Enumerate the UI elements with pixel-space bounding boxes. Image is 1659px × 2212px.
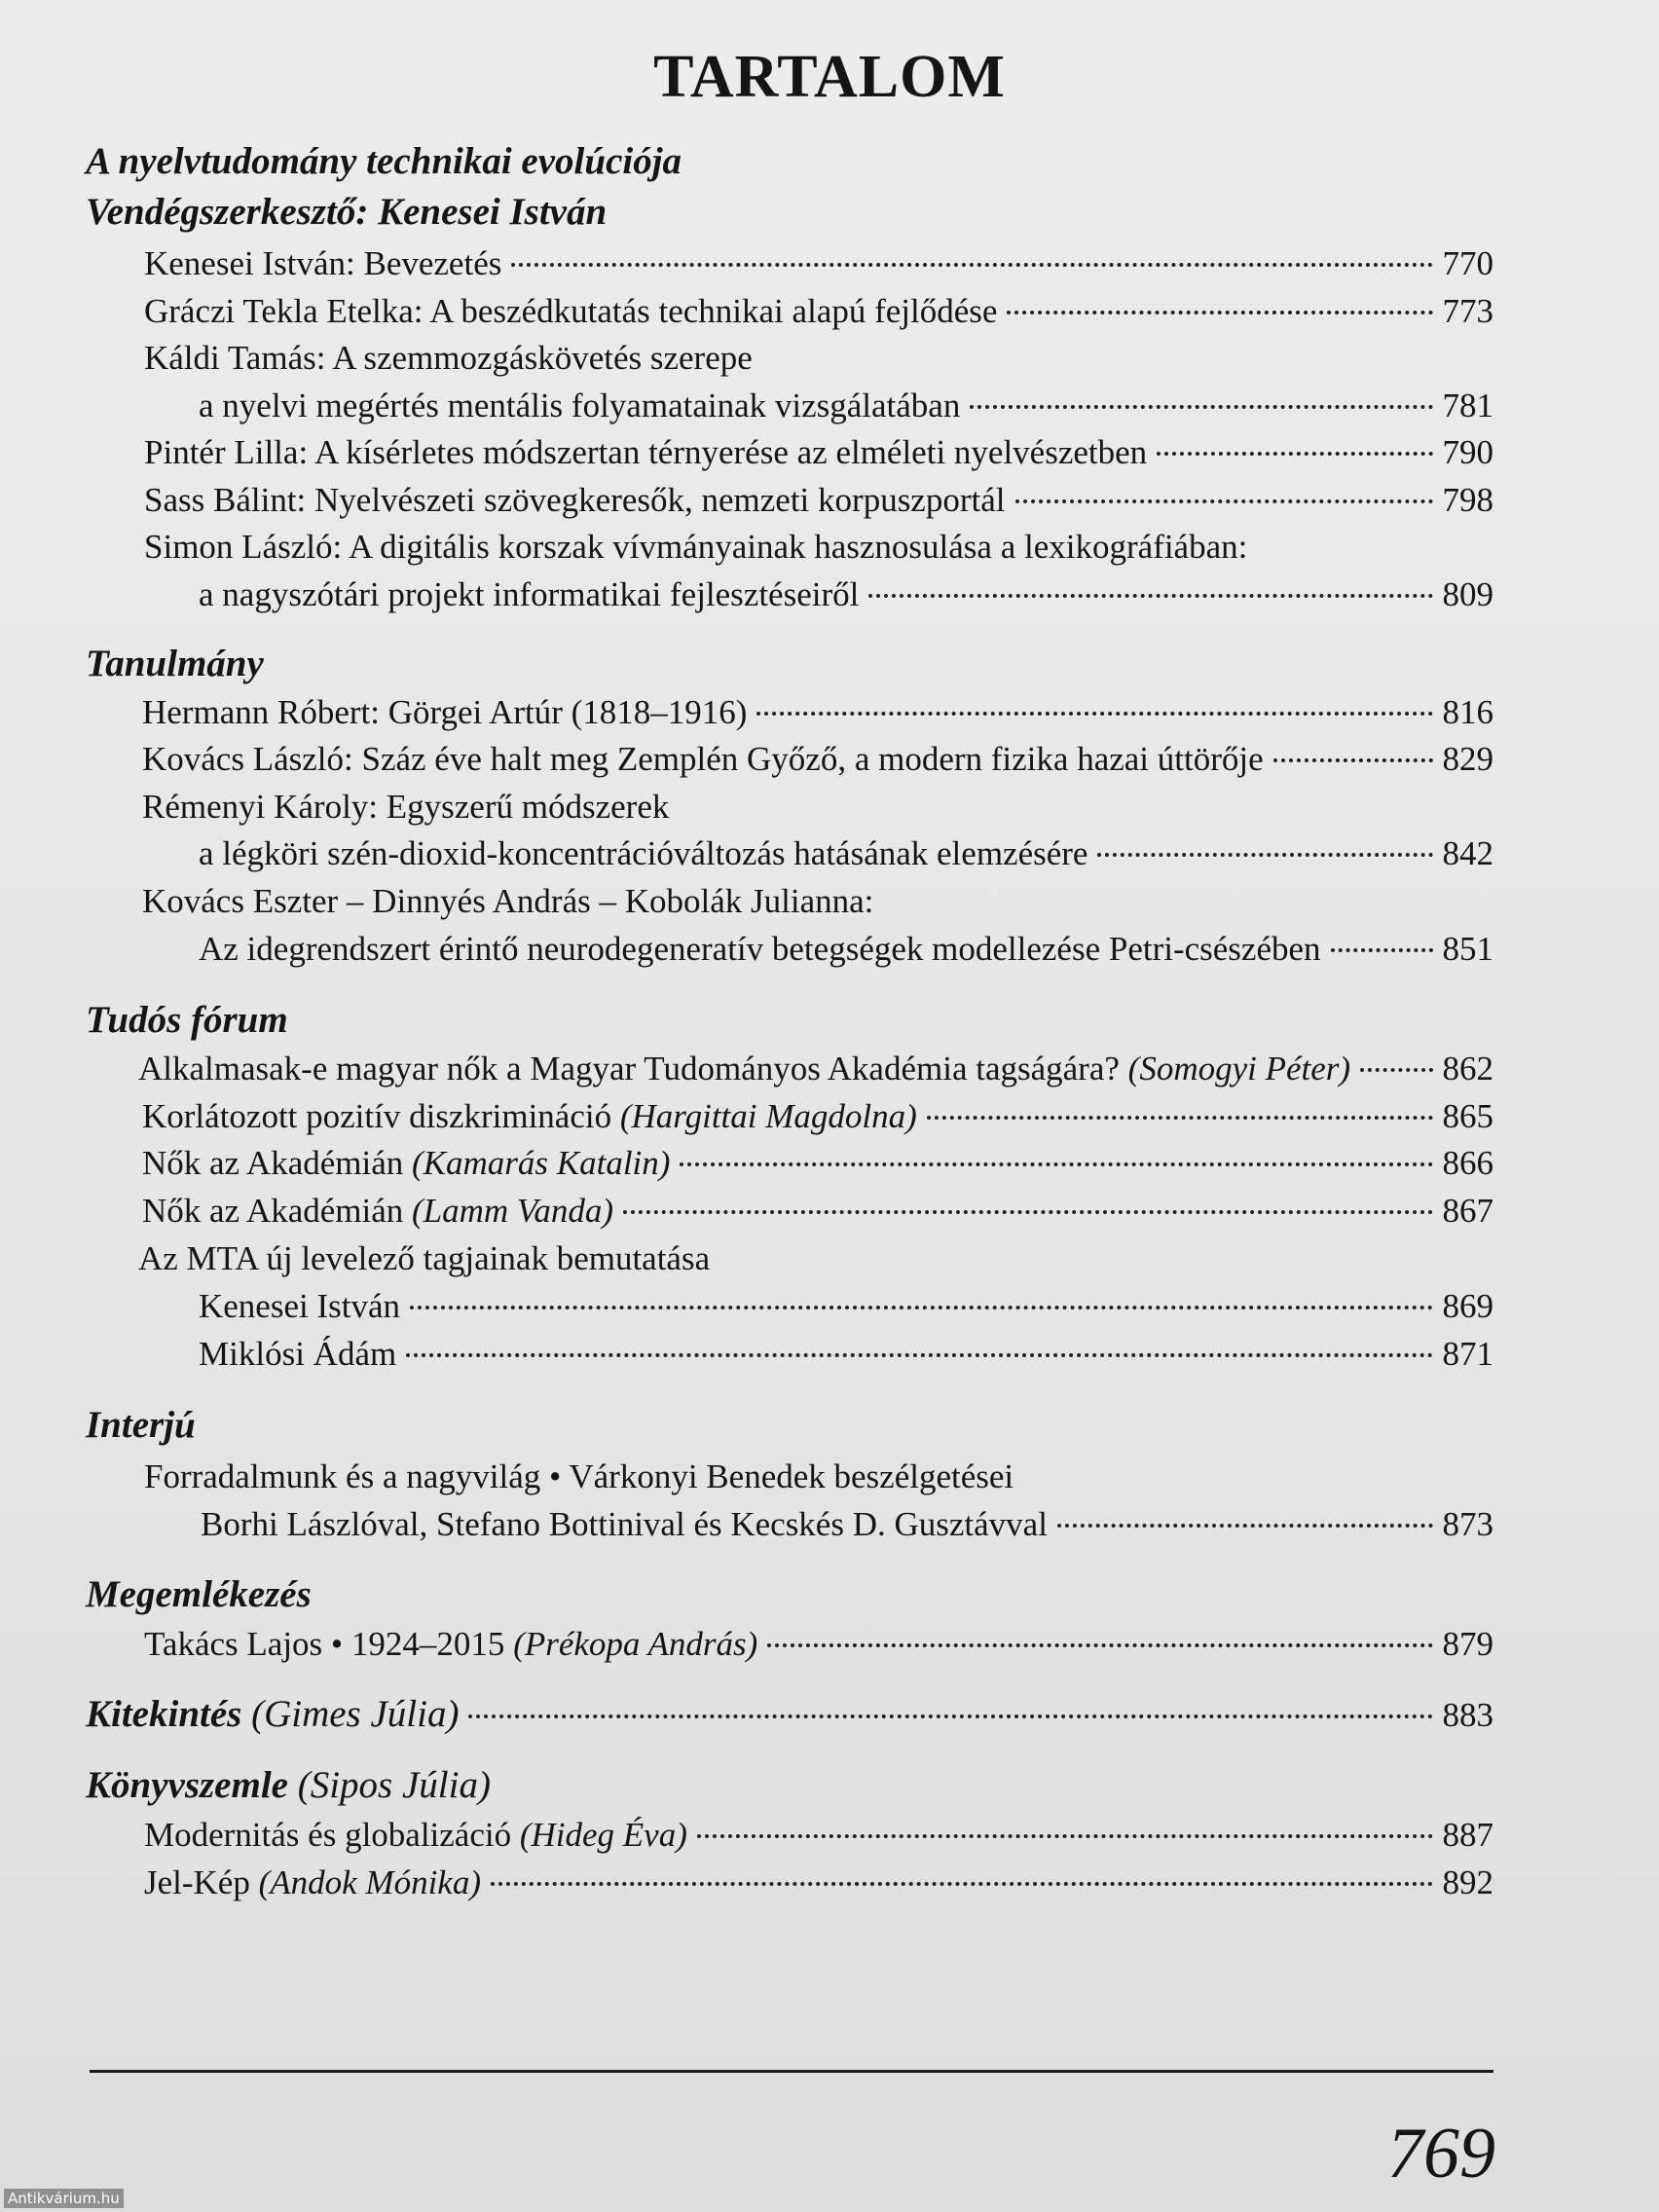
- toc-entry[interactable]: [144, 287, 1493, 336]
- leader-dots: [970, 405, 1432, 409]
- leader-dots: [406, 1353, 1432, 1357]
- entry-title-line: Simon László: A digitális korszak vívmányainak hasznosulása a lexikográfiában:: [144, 528, 1248, 566]
- section-heading: Könyvszemle (Sipos Júlia): [86, 1764, 491, 1806]
- entry-title: Jel-Kép (Andok Mónika): [144, 1863, 481, 1901]
- page-title: TARTALOM: [653, 44, 1006, 110]
- toc-entry[interactable]: [142, 1187, 1493, 1235]
- entry-author: (Prékopa András): [513, 1625, 758, 1663]
- leader-dots: [1331, 948, 1433, 952]
- leader-dots: [623, 1210, 1432, 1214]
- entry-author: (Andok Mónika): [258, 1863, 481, 1901]
- page-number: 866: [1442, 1144, 1493, 1182]
- entry-title: Borhi Lászlóval, Stefano Bottinival és Kecskés D. Gusztávval: [201, 1505, 1048, 1543]
- leader-dots: [697, 1834, 1433, 1838]
- entry-title: Korlátozott pozitív diszkrimináció (Hargittai Magdolna): [142, 1097, 917, 1135]
- section-author: (Sipos Júlia): [297, 1764, 491, 1806]
- page-number: 829: [1442, 740, 1493, 778]
- entry-title: [86, 1690, 459, 1739]
- toc-entry[interactable]: [199, 1330, 1493, 1379]
- page-number: 851: [1442, 930, 1493, 968]
- entry-title: Alkalmasak-e magyar nők a Magyar Tudományos Akadémia tagságára? (Somogyi Péter): [138, 1050, 1351, 1088]
- page-number: 790: [1442, 433, 1493, 471]
- leader-dots: [1015, 499, 1433, 503]
- page-number: 842: [1442, 834, 1493, 872]
- toc-entry[interactable]: [142, 1092, 1493, 1141]
- entry-title-line: Az MTA új levelező tagjainak bemutatása: [138, 1239, 711, 1277]
- entry-title: Kenesei István: [199, 1287, 401, 1325]
- page-number: 816: [1442, 693, 1493, 731]
- entry-title: Kenesei István: Bevezetés: [144, 244, 502, 282]
- entry-author: (Kamarás Katalin): [412, 1144, 671, 1182]
- entry-title: Nők az Akadémián (Kamarás Katalin): [142, 1144, 671, 1182]
- leader-dots: [1360, 1068, 1432, 1072]
- page-number: 883: [1442, 1696, 1493, 1734]
- leader-dots: [1007, 311, 1432, 314]
- guest-editor: Vendégszerkesztő: Kenesei István: [86, 191, 608, 233]
- toc-entry[interactable]: [144, 240, 1493, 288]
- page-number: 873: [1442, 1505, 1493, 1543]
- leader-dots: [1097, 853, 1432, 857]
- entry-title-line: Kovács Eszter – Dinnyés András – Kobolák Julianna:: [142, 882, 874, 920]
- entry-title: Nők az Akadémián (Lamm Vanda): [142, 1192, 614, 1230]
- leader-dots: [1273, 758, 1433, 762]
- section-heading: Kitekintés: [86, 1693, 242, 1735]
- entry-title: Miklósi Ádám: [199, 1335, 397, 1373]
- entry-title-line: Forradalmunk és a nagyvilág • Várkonyi Benedek beszélgetései: [144, 1457, 1014, 1495]
- entry-title: Hermann Róbert: Görgei Artúr (1818–1916): [142, 693, 748, 731]
- toc-entry[interactable]: [199, 382, 1493, 430]
- leader-dots: [511, 263, 1432, 267]
- toc-entry[interactable]: [86, 1690, 1493, 1739]
- footer-rule: [90, 2070, 1493, 2073]
- page-number: 892: [1442, 1863, 1493, 1901]
- entry-author: (Hargittai Magdolna): [619, 1097, 917, 1135]
- leader-dots: [868, 594, 1432, 598]
- leader-dots: [767, 1643, 1432, 1647]
- page-number: 887: [1442, 1816, 1493, 1854]
- page-number: 879: [1442, 1625, 1493, 1663]
- entry-author: (Lamm Vanda): [412, 1192, 614, 1230]
- toc-entry[interactable]: [144, 1811, 1493, 1860]
- entry-title: a légköri szén-dioxid-koncentrációváltozás hatásának elemzésére: [199, 834, 1088, 872]
- entry-author: (Somogyi Péter): [1127, 1050, 1351, 1088]
- leader-dots: [680, 1162, 1432, 1166]
- entry-title: Gráczi Tekla Etelka: A beszédkutatás technikai alapú fejlődése: [144, 292, 998, 330]
- entry-title: Kovács László: Száz éve halt meg Zemplén Győző, a modern fizika hazai úttörője: [142, 740, 1264, 778]
- leader-dots: [927, 1116, 1433, 1120]
- entry-title: Pintér Lilla: A kísérletes módszertan térnyerése az elméleti nyelvészetben: [144, 433, 1148, 471]
- toc-entry[interactable]: [199, 925, 1493, 974]
- toc-entry[interactable]: [142, 735, 1493, 784]
- toc-entry[interactable]: [144, 1620, 1493, 1669]
- watermark: Antikvárium.hu: [4, 2189, 124, 2208]
- section-heading: Megemlékezés: [86, 1573, 312, 1615]
- page-number: 809: [1442, 575, 1493, 613]
- entry-author: (Gimes Júlia): [251, 1693, 460, 1735]
- entry-title: a nyelvi megértés mentális folyamatainak vizsgálatában: [199, 387, 961, 424]
- entry-title: Takács Lajos • 1924–2015 (Prékopa András): [144, 1625, 758, 1663]
- section-heading: Interjú: [86, 1404, 196, 1446]
- page-folio: 769: [1387, 2114, 1495, 2194]
- leader-dots: [491, 1882, 1433, 1886]
- leader-dots: [468, 1714, 1432, 1718]
- page-number: 770: [1442, 244, 1493, 282]
- entry-title: Modernitás és globalizáció (Hideg Éva): [144, 1816, 687, 1854]
- toc-entry[interactable]: [201, 1500, 1493, 1549]
- toc-entry[interactable]: [142, 688, 1493, 737]
- entry-author: (Hideg Éva): [519, 1816, 687, 1854]
- page-number: 862: [1442, 1050, 1493, 1088]
- section-heading: A nyelvtudomány technikai evolúciója: [86, 140, 682, 182]
- page-number: 773: [1442, 292, 1493, 330]
- page-number: 871: [1442, 1335, 1493, 1373]
- page-number: 869: [1442, 1287, 1493, 1325]
- toc-entry[interactable]: [138, 1045, 1493, 1093]
- leader-dots: [1057, 1524, 1433, 1528]
- page-number: 798: [1442, 481, 1493, 519]
- toc-entry[interactable]: [199, 830, 1493, 878]
- entry-title: a nagyszótári projekt informatikai fejlesztéseiről: [199, 575, 860, 613]
- page-number: 781: [1442, 387, 1493, 424]
- entry-title: Az idegrendszert érintő neurodegeneratív betegségek modellezése Petri-csészében: [199, 930, 1321, 968]
- section-heading: Tanulmány: [86, 643, 264, 684]
- page-number: 867: [1442, 1192, 1493, 1230]
- leader-dots: [756, 712, 1432, 716]
- section-heading: Tudós fórum: [86, 999, 288, 1041]
- toc-entry[interactable]: [144, 476, 1493, 525]
- leader-dots: [410, 1306, 1432, 1309]
- page-number: 865: [1442, 1097, 1493, 1135]
- entry-title-line: Káldi Tamás: A szemmozgáskövetés szerepe: [144, 339, 753, 377]
- toc-entry[interactable]: [199, 571, 1493, 619]
- entry-title: Sass Bálint: Nyelvészeti szövegkeresők, nemzeti korpuszportál: [144, 481, 1006, 519]
- toc-entry[interactable]: [142, 1139, 1493, 1188]
- entry-title-line: Rémenyi Károly: Egyszerű módszerek: [142, 788, 670, 826]
- toc-entry[interactable]: [199, 1282, 1493, 1331]
- toc-entry[interactable]: [144, 1859, 1493, 1907]
- toc-entry[interactable]: [144, 428, 1493, 477]
- leader-dots: [1157, 452, 1432, 456]
